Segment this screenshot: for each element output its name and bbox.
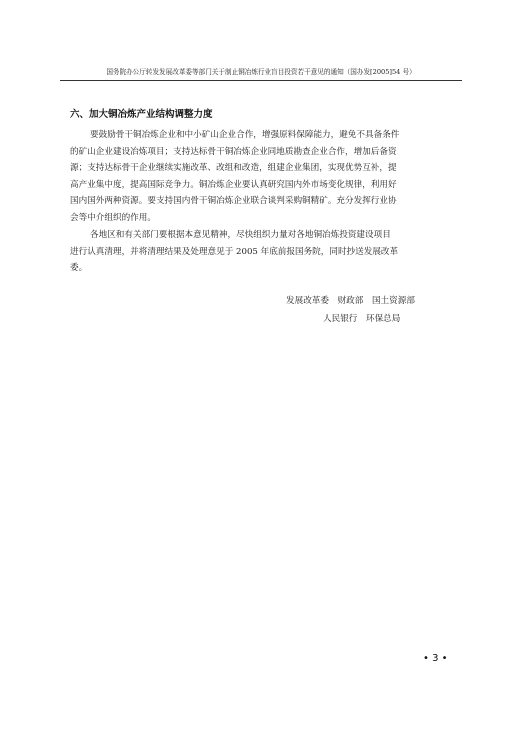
paragraph-1 [70,127,455,226]
paragraph-line: 源；支持达标骨干企业继续实施改革、改组和改造，组建企业集团，实现优势互补，提 [70,163,397,173]
paragraph-line: 各地区和有关部门要根据本意见精神，尽快组织力量对各地铜冶炼投资建设项目 [90,230,391,240]
signatories-line-1: 发展改革委 财政部 国土资源部 [286,296,415,306]
paragraph-line: 国内国外两种资源。要支持国内骨干铜冶炼企业联合谈判采购铜精矿。充分发挥行业协 [70,196,397,206]
paragraph-line: 进行认真清理，并将清理结果及处理意见于 2005 年底前报国务院，同时抄送发展改革 [70,246,399,257]
paragraph-line: 委。 [70,263,88,273]
running-header-title: 国务院办公厅转发发展改革委等部门关于制止铜冶炼行业盲目投资若干意见的通知（国办发[2005]54 号） [106,68,416,76]
paragraph-2 [70,227,455,277]
paragraph-line: 的矿山企业建设冶炼项目；支持达标骨干铜冶炼企业同地质勘查企业合作，增加后备资 [70,146,397,157]
section-heading: 六、加大铜冶炼产业结构调整力度 [70,109,213,120]
paragraph-line: 要鼓励骨干铜冶炼企业和中小矿山企业合作，增强原料保障能力，避免不具备条件 [90,130,400,140]
paragraph-line: 会等中介组织的作用。 [70,212,156,223]
paragraph-line: 高产业集中度，提高国际竞争力。铜冶炼企业要认真研究国内外市场变化规律，利用好 [70,179,397,190]
page-number: • 3 • [423,653,448,664]
signatories-line-2: 人民银行 环保总局 [323,314,401,324]
header-divider [60,80,462,81]
